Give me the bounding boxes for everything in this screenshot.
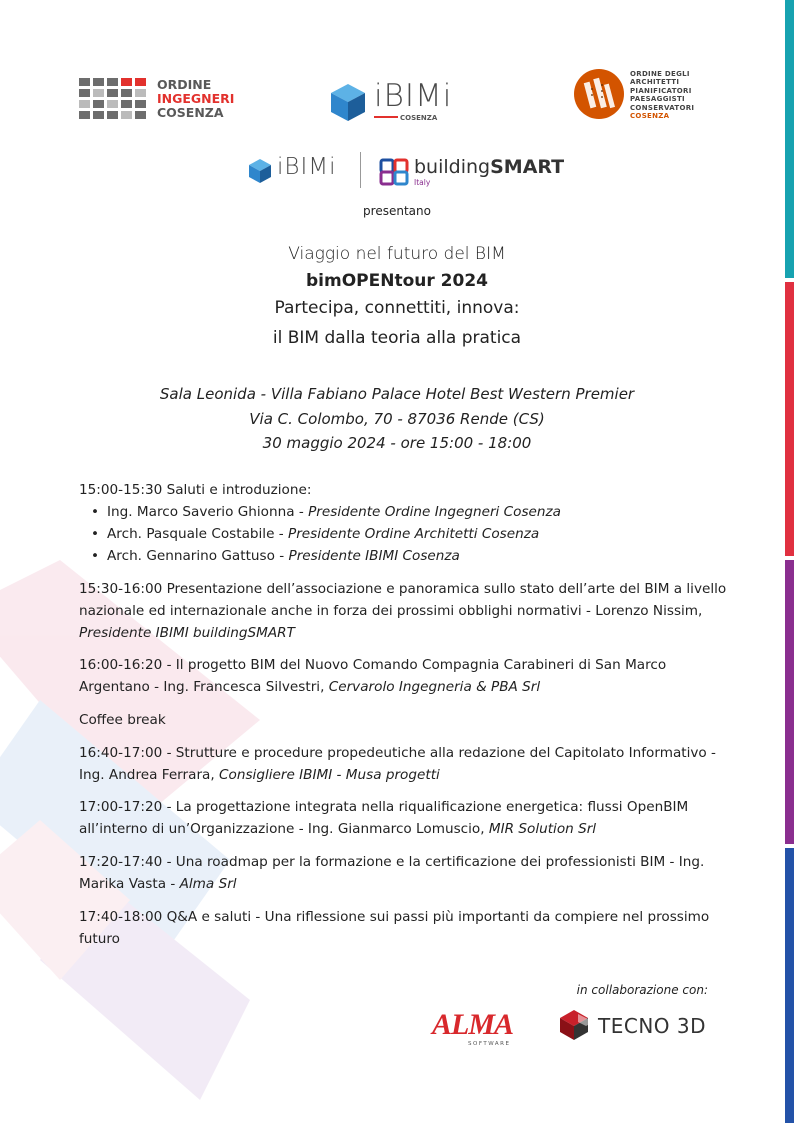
tecno3d-logo	[560, 1008, 708, 1044]
tecno3d-wordmark: TECNO 3D	[598, 1014, 707, 1038]
architetti-line-2: ARCHITETTI	[630, 78, 680, 87]
buildingsmart-wordmark	[414, 156, 564, 178]
architetti-line-4: PAESAGGISTI	[630, 95, 685, 104]
session-2-role: Presidente IBIMI buildingSMART	[79, 625, 295, 641]
program-session-6	[79, 796, 729, 840]
session-8-text: 17:40-18:00 Q&A e saluti - Una riflessione sui passi più importanti da compiere nel prossimo futuro	[79, 909, 710, 947]
ordine-grid-icon	[79, 78, 151, 120]
buildingsmart-knot-icon	[378, 154, 412, 188]
program-session-7	[79, 851, 729, 895]
ibimi-underline	[374, 116, 398, 118]
ibimi-wordmark: iBIMi	[277, 154, 337, 180]
ordine-ingegneri-logo	[79, 76, 244, 124]
session-5-role: Consigliere IBIMI - Musa progetti	[219, 767, 440, 783]
title-line-1: Viaggio nel futuro del BIM	[288, 244, 506, 264]
session-6-text: 17:00-17:20 - La progettazione integrata nella riqualificazione energetica: flussi OpenBIM all’interno di un’Organizzazione - Ing. Gianmarco Lomuscio,	[79, 799, 689, 837]
session-3-text: 16:00-16:20 - Il progetto BIM del Nuovo Comando Compagnia Carabineri di San Marco Argentano - Ing. Francesca Silvestri,	[79, 657, 667, 695]
program-session-5	[79, 742, 729, 786]
ibimi-small-cube-icon	[247, 158, 273, 184]
title-line-4: il BIM dalla teoria alla pratica	[272, 328, 522, 348]
session-1-text: 15:00-15:30 Saluti e introduzione:	[79, 482, 312, 498]
speaker-item	[107, 545, 729, 567]
session-7-text: 17:20-17:40 - Una roadmap per la formazione e la certificazione dei professionisti BIM - Ing. Marika Vasta -	[79, 854, 705, 892]
ordine-architetti-logo	[573, 68, 713, 122]
alma-logo	[432, 1008, 548, 1052]
speaker-role: Presidente IBIMI Cosenza	[288, 548, 460, 564]
ibimi-cosenza-logo	[328, 80, 468, 126]
speaker-role: Presidente Ordine Architetti Cosenza	[288, 526, 540, 542]
ordine-line3: COSENZA	[157, 105, 224, 120]
ibimi-cube-icon	[328, 82, 368, 122]
ordine-line1: ORDINE	[157, 77, 212, 92]
alma-wordmark: ALMA	[432, 1008, 514, 1041]
program-session-8	[79, 906, 729, 950]
speaker-name: Ing. Marco Saverio Ghionna -	[107, 504, 309, 520]
buildingsmart-part-b: SMART	[490, 156, 565, 178]
edge-bar-blue	[785, 848, 794, 1123]
event-title: bimOPENtour 2024	[306, 271, 488, 291]
ordine-line2: INGEGNERI	[157, 91, 235, 106]
architetti-line-1: ORDINE DEGLI	[630, 70, 690, 78]
session-2-text: 15:30-16:00 Presentazione dell’associazione e panoramica sullo stato dell’arte del BIM a livello nazionale ed internazionale anche in forza dei prossimi obblighi normativi - Lorenzo Nissim,	[79, 581, 727, 619]
title-line-3: Partecipa, connettiti, innova:	[274, 298, 520, 318]
session-3-role: Cervarolo Ingegneria & PBA Srl	[328, 679, 541, 695]
ibimi-cosenza-sub: COSENZA	[400, 114, 438, 122]
program-coffee-break	[79, 709, 729, 731]
session-5-text: 16:40-17:00 - Strutture e procedure propedeutiche alla redazione del Capitolato Informativo - Ing. Andrea Ferrara,	[79, 745, 716, 783]
edge-bar-teal	[785, 0, 794, 278]
program-session-1	[79, 479, 729, 567]
tecno3d-cube-icon	[560, 1008, 596, 1040]
venue-line-2: Via C. Colombo, 70 - 87036 Rende (CS)	[249, 410, 545, 428]
architetti-emblem-icon	[573, 68, 625, 120]
architetti-city: COSENZA	[630, 112, 670, 121]
speaker-item	[107, 501, 729, 523]
presentano-text: presentano	[363, 204, 431, 218]
buildingsmart-logo	[378, 152, 565, 192]
collaboration-label: in collaborazione con:	[576, 983, 708, 997]
speaker-name: Arch. Gennarino Gattuso -	[107, 548, 289, 564]
ibimi-cosenza-wordmark: iBIMi	[374, 78, 453, 114]
speaker-name: Arch. Pasquale Costabile -	[107, 526, 288, 542]
session-7-role: Alma Srl	[179, 876, 237, 892]
speaker-item	[107, 523, 729, 545]
speaker-list	[79, 501, 729, 567]
session-6-role: MIR Solution Srl	[488, 821, 597, 837]
buildingsmart-part-a: building	[414, 156, 491, 178]
edge-bar-purple	[785, 560, 794, 844]
coffee-break-text: Coffee break	[79, 712, 166, 728]
program-session-3	[79, 654, 729, 698]
architetti-line-3: PIANIFICATORI	[630, 86, 692, 95]
program-session-2	[79, 578, 729, 644]
architetti-line-5: CONSERVATORI	[630, 103, 695, 112]
alma-sub: SOFTWARE	[468, 1041, 511, 1047]
speaker-role: Presidente Ordine Ingegneri Cosenza	[308, 504, 561, 520]
ibimi-logo	[247, 154, 347, 188]
buildingsmart-country: Italy	[414, 178, 431, 187]
logo-divider	[360, 152, 361, 188]
venue-line-3: 30 maggio 2024 - ore 15:00 - 18:00	[262, 434, 532, 452]
venue-line-1: Sala Leonida - Villa Fabiano Palace Hotel Best Western Premier	[159, 385, 635, 403]
